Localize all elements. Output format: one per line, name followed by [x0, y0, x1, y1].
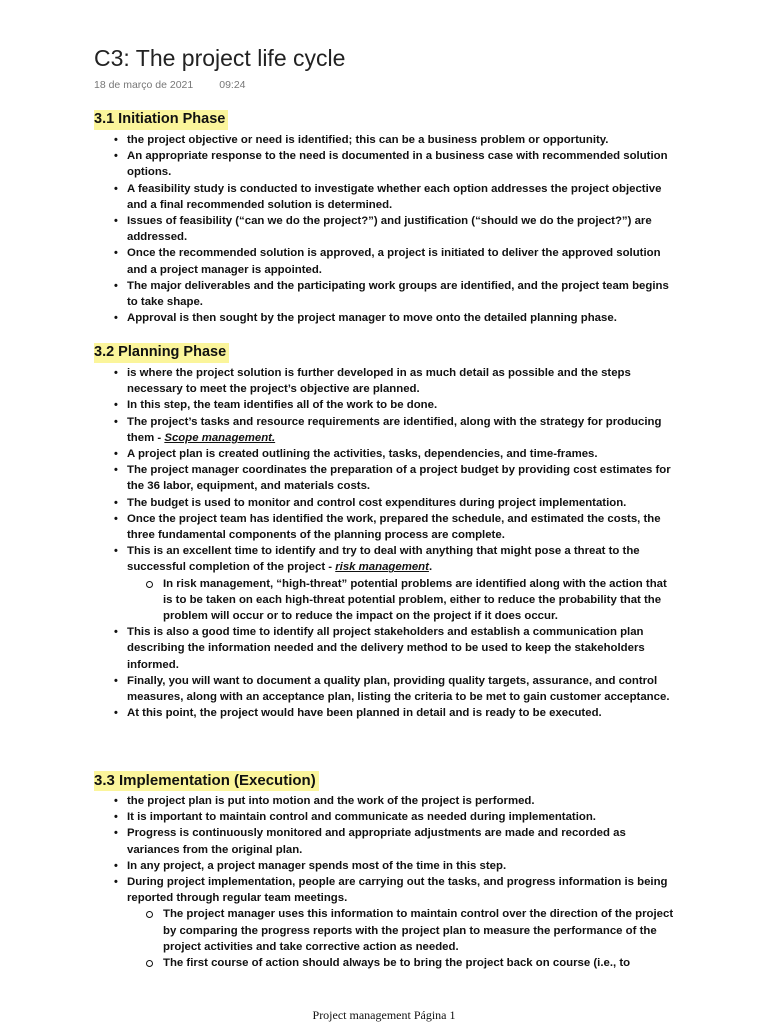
list-item: • Issues of feasibility (“can we do the project?”) and justification (“should we do the project?”) are addressed.	[127, 213, 676, 245]
scope-management-link-text: Scope management.	[164, 431, 276, 444]
list-item-text: During project implementation, people are carrying out the tasks, and progress information is being reported through regular team meetings.	[127, 876, 668, 905]
list-item	[127, 543, 676, 624]
list-item: • Finally, you will want to document a quality plan, providing quality targets, assurance, and control measures, along with an acceptance plan, listing the criteria to be met to gain customer acceptance.	[127, 673, 676, 705]
bullet-list	[94, 793, 676, 971]
bullet-list	[94, 132, 676, 326]
list-item: • is where the project solution is further developed in as much detail as possible and the steps necessary to meet the project’s objective are planned.	[127, 365, 676, 397]
list-item-text: The project’s tasks and resource requirements are identified, along with the strategy for producing them -	[127, 415, 662, 444]
sub-list-item: The project manager uses this information to maintain control over the direction of the project by comparing the progress reports with the project plan to measure the performance of the project activities and take corrective action as needed.	[163, 906, 676, 955]
section-heading: 3.2 Planning Phase	[94, 343, 229, 363]
list-item: • This is also a good time to identify all project stakeholders and establish a communication plan describing the information needed and the delivery method to be used to keep the stakeholders informed.	[127, 624, 676, 673]
list-item: • The major deliverables and the participating work groups are identified, and the project team begins to take shape.	[127, 278, 676, 310]
punctuation: .	[428, 561, 433, 574]
page-footer: Project management Página 1	[312, 1008, 456, 1022]
page-timestamp	[94, 79, 246, 91]
list-item: • At this point, the project would have been planned in detail and is ready to be executed.	[127, 705, 676, 721]
section-heading: 3.1 Initiation Phase	[94, 110, 228, 130]
page-date: 18 de março de 2021	[94, 79, 194, 91]
list-item: • The project manager coordinates the preparation of a project budget by providing cost estimates for the 36 labor, equipment, and materials costs.	[127, 462, 676, 494]
list-item: • The budget is used to monitor and control cost expenditures during project implementation.	[127, 495, 676, 511]
section-planning	[94, 343, 676, 721]
list-item: • In any project, a project manager spends most of the time in this step.	[127, 858, 676, 874]
list-item	[127, 414, 676, 446]
page-time: 09:24	[219, 79, 246, 91]
page-title: C3: The project life cycle	[94, 45, 346, 71]
sub-list-item: In risk management, “high-threat” potential problems are identified along with the action that is to be taken on each high-threat potential problem, either to reduce the probability that the problem will occur or to reduce the impact on the project if it does occur.	[163, 576, 676, 625]
list-item: • A project plan is created outlining the activities, tasks, dependencies, and time-frames.	[127, 446, 676, 462]
bullet-list	[94, 365, 676, 721]
section-initiation	[94, 110, 676, 326]
list-item: • An appropriate response to the need is documented in a business case with recommended solution options.	[127, 148, 676, 180]
list-item: • A feasibility study is conducted to investigate whether each option addresses the project objective and a final recommended solution is determined.	[127, 181, 676, 213]
section-heading: 3.3 Implementation (Execution)	[94, 771, 319, 791]
list-item: • In this step, the team identifies all of the work to be done.	[127, 397, 676, 413]
list-item: • It is important to maintain control and communicate as needed during implementation.	[127, 809, 676, 825]
list-item: • Once the recommended solution is approved, a project is initiated to deliver the approved solution and a project manager is appointed.	[127, 245, 676, 277]
list-item: • the project plan is put into motion and the work of the project is performed.	[127, 793, 676, 809]
list-item: • Approval is then sought by the project manager to move onto the detailed planning phase.	[127, 310, 676, 326]
section-implementation	[94, 771, 676, 971]
sub-list-item: The first course of action should always be to bring the project back on course (i.e., to	[163, 955, 676, 971]
list-item	[127, 874, 676, 971]
risk-management-text: risk management	[335, 561, 429, 574]
sub-bullet-list	[127, 906, 676, 971]
list-item: • Once the project team has identified the work, prepared the schedule, and estimated the costs, the three fundamental components of the planning process are complete.	[127, 511, 676, 543]
list-item-text: This is an excellent time to identify and try to deal with anything that might pose a threat to the successful completion of the project -	[127, 545, 640, 574]
list-item: • the project objective or need is identified; this can be a business problem or opportunity.	[127, 132, 676, 148]
list-item: • Progress is continuously monitored and appropriate adjustments are made and recorded as variances from the original plan.	[127, 825, 676, 857]
sub-bullet-list	[127, 576, 676, 625]
